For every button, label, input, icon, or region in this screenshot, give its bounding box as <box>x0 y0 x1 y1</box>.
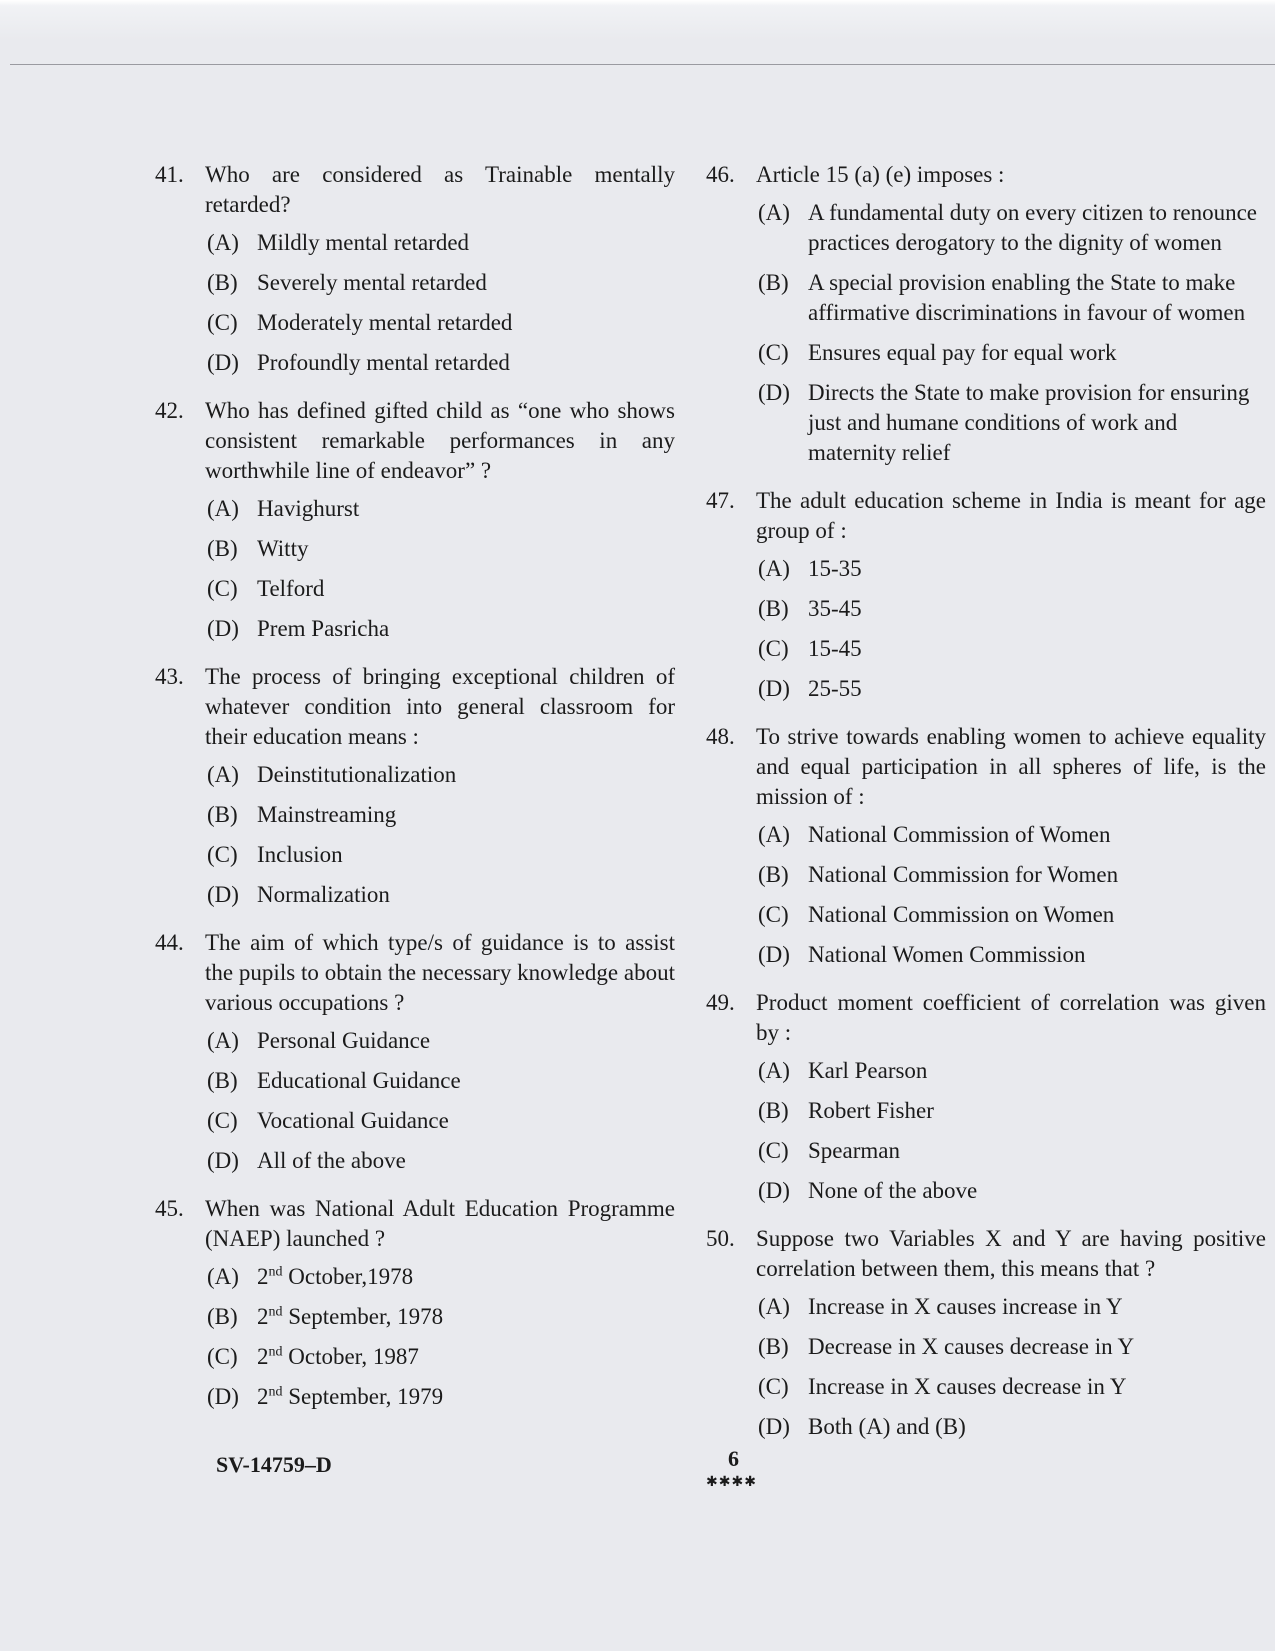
option-text: Deinstitutionalization <box>257 762 457 787</box>
option-letter: (A) <box>758 1058 790 1083</box>
option-letter: (D) <box>207 616 239 641</box>
option-letter: (D) <box>758 1178 790 1203</box>
option-text: Moderately mental retarded <box>257 310 513 335</box>
option-text: Profoundly mental retarded <box>257 350 510 375</box>
option-letter: (D) <box>207 1148 239 1173</box>
option-text: Both (A) and (B) <box>808 1414 966 1439</box>
option-text: Increase in X causes increase in Y <box>808 1294 1123 1319</box>
option-text: Mildly mental retarded <box>257 230 470 255</box>
options-list <box>205 228 675 378</box>
question-text: The aim of which type/s of guidance is to assist the pupils to obtain the necessary knowledge about various occupations ? <box>205 930 675 1015</box>
options-list <box>756 554 1266 704</box>
option-letter: (A) <box>207 230 239 255</box>
date-rest: September, 1978 <box>282 1304 444 1329</box>
option-text <box>257 1302 675 1332</box>
option-text: Robert Fisher <box>808 1098 934 1123</box>
option-text: All of the above <box>257 1148 406 1173</box>
option-letter: (D) <box>207 1384 239 1409</box>
question-text: Suppose two Variables X and Y are having positive correlation between them, this means that ? <box>756 1226 1266 1281</box>
option-d <box>207 614 675 644</box>
option-letter: (B) <box>207 1304 238 1329</box>
option-letter: (D) <box>758 1414 790 1439</box>
option-text: Telford <box>257 576 325 601</box>
date-day: 2 <box>257 1384 269 1409</box>
question-text: The adult education scheme in India is meant for age group of : <box>756 488 1266 543</box>
option-letter: (A) <box>758 200 790 225</box>
option-b <box>758 860 1266 890</box>
option-letter: (C) <box>207 1108 238 1133</box>
question-row <box>706 160 1266 190</box>
option-text: Normalization <box>257 882 390 907</box>
option-letter: (C) <box>207 1344 238 1369</box>
question-row <box>706 1224 1266 1284</box>
option-c <box>207 308 675 338</box>
option-b <box>207 534 675 564</box>
option-a <box>758 198 1266 258</box>
option-c <box>207 1342 675 1372</box>
date-rest: September, 1979 <box>282 1384 444 1409</box>
option-c <box>758 1372 1266 1402</box>
question-number: 46. <box>706 162 735 187</box>
option-letter: (D) <box>758 676 790 701</box>
option-text: 25-55 <box>808 676 862 701</box>
options-list <box>756 1056 1266 1206</box>
option-text: Severely mental retarded <box>257 270 487 295</box>
question-49 <box>706 988 1266 1206</box>
date-rest: October, 1987 <box>282 1344 419 1369</box>
option-text: A special provision enabling the State to make affirmative discriminations in favour of women <box>808 270 1246 325</box>
option-a <box>758 1292 1266 1322</box>
option-text: A fundamental duty on every citizen to renounce practices derogatory to the dignity of women <box>808 200 1257 255</box>
option-text: National Commission of Women <box>808 822 1111 847</box>
options-list <box>205 760 675 910</box>
option-text: 15-35 <box>808 556 862 581</box>
option-text: 15-45 <box>808 636 862 661</box>
question-row <box>706 988 1266 1048</box>
option-text: Increase in X causes decrease in Y <box>808 1374 1127 1399</box>
question-row <box>706 722 1266 812</box>
option-text: National Women Commission <box>808 942 1086 967</box>
option-letter: (C) <box>207 842 238 867</box>
option-letter: (B) <box>758 1334 789 1359</box>
option-a <box>207 760 675 790</box>
option-letter: (A) <box>758 556 790 581</box>
option-c <box>207 574 675 604</box>
question-number: 41. <box>155 162 184 187</box>
question-text: Product moment coefficient of correlation was given by : <box>756 990 1266 1045</box>
question-47 <box>706 486 1266 704</box>
option-c <box>758 1136 1266 1166</box>
option-text: Vocational Guidance <box>257 1108 449 1133</box>
option-text: Educational Guidance <box>257 1068 461 1093</box>
question-number: 44. <box>155 930 184 955</box>
option-letter: (C) <box>207 310 238 335</box>
option-text: Prem Pasricha <box>257 616 390 641</box>
option-letter: (C) <box>758 340 789 365</box>
option-letter: (D) <box>758 380 790 405</box>
option-a <box>758 554 1266 584</box>
question-number: 43. <box>155 664 184 689</box>
option-letter: (B) <box>758 596 789 621</box>
question-number: 49. <box>706 990 735 1015</box>
question-46 <box>706 160 1266 468</box>
option-letter: (B) <box>758 862 789 887</box>
question-row <box>706 486 1266 546</box>
option-c <box>758 338 1266 368</box>
option-a <box>207 228 675 258</box>
date-day: 2 <box>257 1344 269 1369</box>
option-d <box>207 348 675 378</box>
ordinal-suffix: nd <box>268 1344 283 1360</box>
option-text: Personal Guidance <box>257 1028 431 1053</box>
question-45 <box>155 1194 675 1412</box>
ordinal-suffix: nd <box>268 1264 283 1280</box>
question-42 <box>155 396 675 644</box>
option-text: 35-45 <box>808 596 862 621</box>
option-letter: (D) <box>207 882 239 907</box>
option-text: National Commission on Women <box>808 902 1115 927</box>
option-text: Havighurst <box>257 496 360 521</box>
ordinal-suffix: nd <box>268 1304 283 1320</box>
option-text: Witty <box>257 536 309 561</box>
option-letter: (B) <box>758 1098 789 1123</box>
option-c <box>207 1106 675 1136</box>
option-text: Spearman <box>808 1138 900 1163</box>
options-list <box>205 1262 675 1412</box>
question-row <box>155 1194 675 1254</box>
option-letter: (A) <box>207 1264 239 1289</box>
right-column <box>706 160 1266 1460</box>
question-text: To strive towards enabling women to achieve equality and equal participation in all spheres of life, is the mission of : <box>756 724 1266 809</box>
option-a <box>758 820 1266 850</box>
question-number: 47. <box>706 488 735 513</box>
option-c <box>758 634 1266 664</box>
option-b <box>758 594 1266 624</box>
option-b <box>207 1302 675 1332</box>
left-column <box>155 160 675 1430</box>
option-text <box>257 1262 675 1292</box>
option-d <box>758 1412 1266 1442</box>
footer-ornament: ✱✱✱✱ <box>706 1474 757 1490</box>
option-letter: (C) <box>758 1138 789 1163</box>
option-a <box>207 494 675 524</box>
option-text <box>257 1342 675 1372</box>
option-letter: (B) <box>207 270 238 295</box>
date-day: 2 <box>257 1304 269 1329</box>
option-text: Karl Pearson <box>808 1058 928 1083</box>
option-d <box>207 1382 675 1412</box>
option-text: Directs the State to make provision for ensuring just and humane conditions of work and maternity relief <box>808 380 1250 465</box>
option-letter: (C) <box>758 902 789 927</box>
option-text: National Commission for Women <box>808 862 1119 887</box>
question-48 <box>706 722 1266 970</box>
option-c <box>207 840 675 870</box>
question-text: Who has defined gifted child as “one who shows consistent remarkable performances in any worthwhile line of endeavor” ? <box>205 398 675 483</box>
option-letter: (D) <box>758 942 790 967</box>
question-number: 50. <box>706 1226 735 1251</box>
option-b <box>758 1096 1266 1126</box>
option-b <box>207 268 675 298</box>
option-letter: (A) <box>758 1294 790 1319</box>
ordinal-suffix: nd <box>268 1384 283 1400</box>
option-d <box>758 940 1266 970</box>
paper-code: SV-14759–D <box>216 1452 332 1477</box>
option-text: None of the above <box>808 1178 978 1203</box>
option-letter: (C) <box>758 636 789 661</box>
question-number: 45. <box>155 1196 184 1221</box>
option-b <box>207 800 675 830</box>
question-text: The process of bringing exceptional children of whatever condition into general classroom for their education means : <box>205 664 675 749</box>
option-d <box>207 880 675 910</box>
option-text: Inclusion <box>257 842 343 867</box>
option-a <box>207 1262 675 1292</box>
question-text: When was National Adult Education Programme (NAEP) launched ? <box>205 1196 675 1251</box>
option-a <box>758 1056 1266 1086</box>
question-text: Who are considered as Trainable mentally retarded? <box>205 162 675 217</box>
question-44 <box>155 928 675 1176</box>
option-c <box>758 900 1266 930</box>
option-b <box>758 268 1266 328</box>
option-text <box>257 1382 675 1412</box>
option-letter: (D) <box>207 350 239 375</box>
options-list <box>205 1026 675 1176</box>
option-letter: (A) <box>207 1028 239 1053</box>
question-41 <box>155 160 675 378</box>
question-43 <box>155 662 675 910</box>
question-number: 48. <box>706 724 735 749</box>
option-letter: (A) <box>207 496 239 521</box>
option-letter: (A) <box>207 762 239 787</box>
question-text: Article 15 (a) (e) imposes : <box>756 162 1005 187</box>
date-day: 2 <box>257 1264 269 1289</box>
option-letter: (B) <box>207 1068 238 1093</box>
option-letter: (C) <box>207 576 238 601</box>
question-row <box>155 160 675 220</box>
option-text: Decrease in X causes decrease in Y <box>808 1334 1135 1359</box>
option-d <box>758 1176 1266 1206</box>
option-letter: (A) <box>758 822 790 847</box>
option-letter: (B) <box>758 270 789 295</box>
option-a <box>207 1026 675 1056</box>
option-d <box>758 378 1266 468</box>
option-letter: (B) <box>207 536 238 561</box>
option-d <box>758 674 1266 704</box>
option-letter: (C) <box>758 1374 789 1399</box>
header-rule <box>10 64 1275 65</box>
options-list <box>756 1292 1266 1442</box>
option-b <box>758 1332 1266 1362</box>
question-row <box>155 662 675 752</box>
options-list <box>205 494 675 644</box>
option-b <box>207 1066 675 1096</box>
date-rest: October,1978 <box>282 1264 414 1289</box>
question-row <box>155 396 675 486</box>
option-text: Ensures equal pay for equal work <box>808 340 1117 365</box>
question-number: 42. <box>155 398 184 423</box>
option-letter: (B) <box>207 802 238 827</box>
question-row <box>155 928 675 1018</box>
options-list <box>756 198 1266 468</box>
option-d <box>207 1146 675 1176</box>
question-50 <box>706 1224 1266 1442</box>
options-list <box>756 820 1266 970</box>
page-number: 6 <box>728 1446 739 1471</box>
option-text: Mainstreaming <box>257 802 397 827</box>
